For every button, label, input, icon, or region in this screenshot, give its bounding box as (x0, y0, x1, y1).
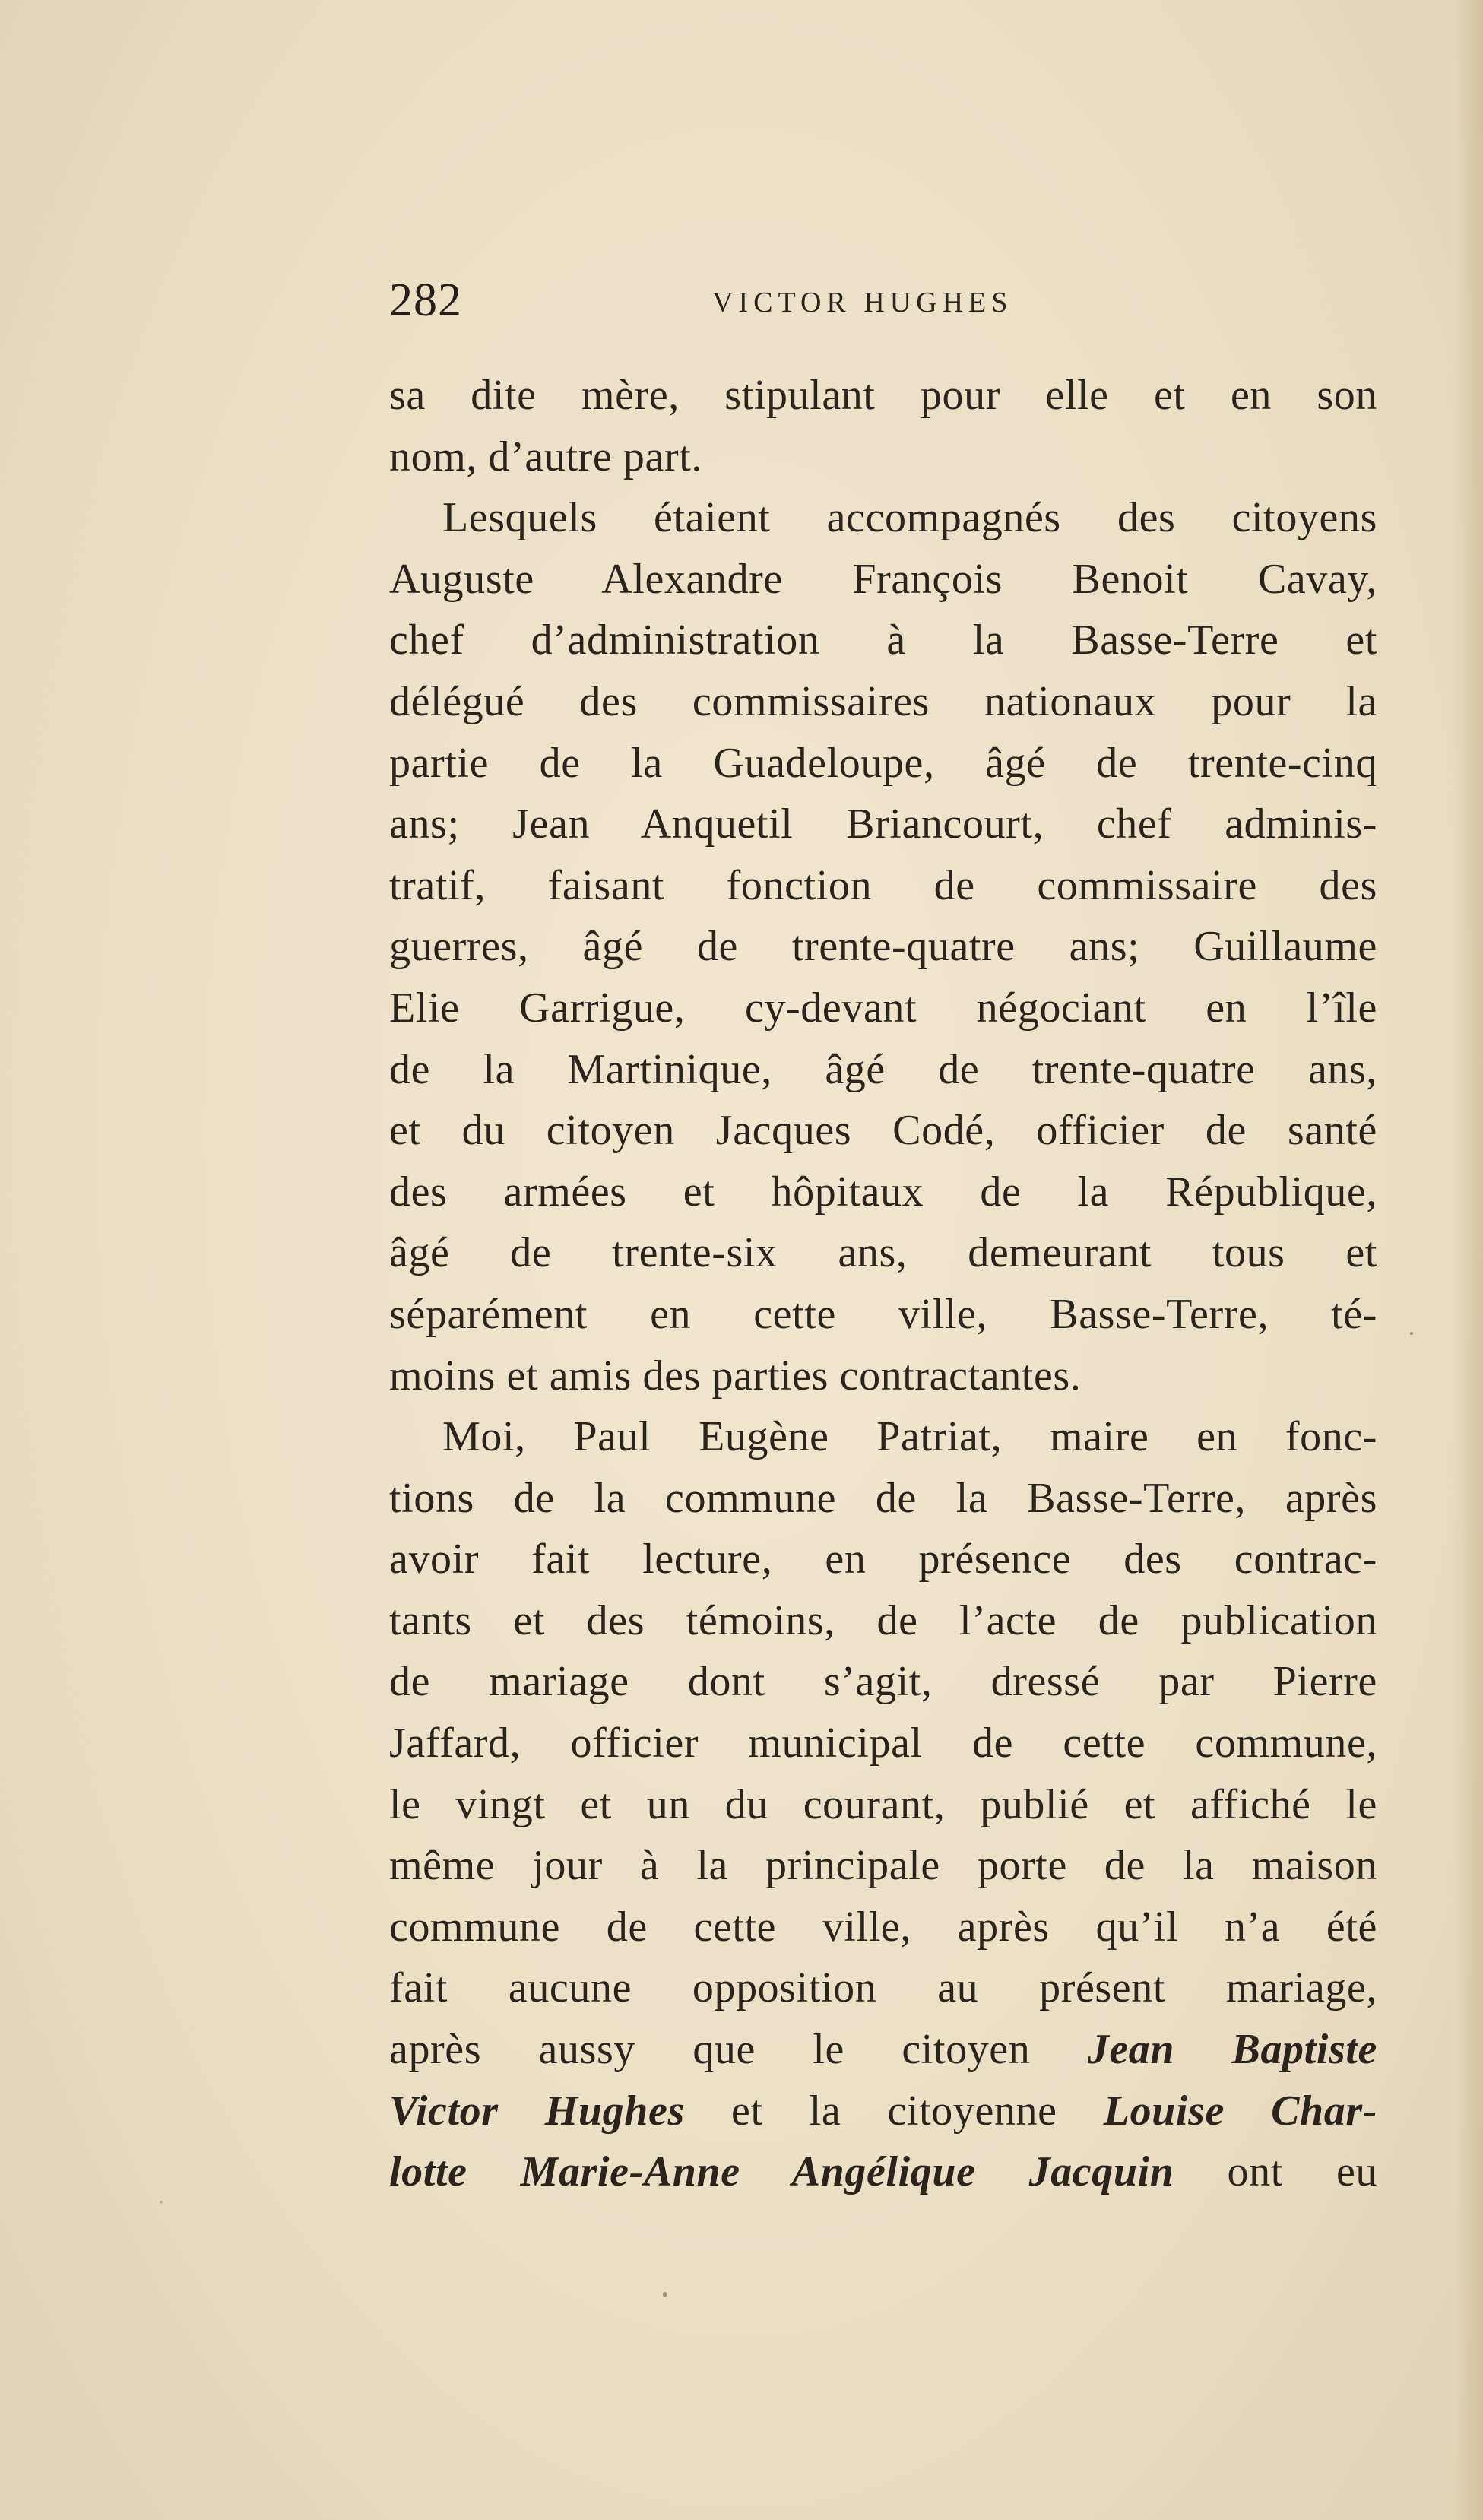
text-line (389, 2141, 1377, 2203)
text-line (389, 2019, 1377, 2081)
text-segment: et la citoyenne (684, 2087, 1104, 2135)
text-line: sa dite mère, stipulant pour elle et en son (389, 372, 1377, 419)
text-segment: après aussy que le citoyen (389, 2026, 1088, 2074)
italic-name: lotte Marie-Anne Angélique Jacquin (389, 2148, 1174, 2196)
text-line: des armées et hôpitaux de la République, (389, 1168, 1377, 1216)
text-line: même jour à la principale porte de la maison (389, 1842, 1377, 1890)
italic-name: Jean Baptiste (1087, 2026, 1377, 2074)
text-line: âgé de trente-six ans, demeurant tous et (389, 1229, 1377, 1277)
page-header (389, 270, 1377, 331)
italic-name: Victor Hughes (389, 2087, 685, 2135)
text-line: fait aucune opposition au présent mariage, (389, 1964, 1377, 2012)
paper-speck (1410, 1332, 1413, 1335)
text-line: tants et des témoins, de l’acte de publication (389, 1596, 1377, 1644)
text-line: le vingt et un du courant, publié et affiché le (389, 1780, 1377, 1828)
text-line: de mariage dont s’agit, dressé par Pierre (389, 1658, 1377, 1706)
text-line: Auguste Alexandre François Benoit Cavay, (389, 555, 1377, 603)
text-line: moins et amis des parties contractantes. (389, 1352, 1082, 1399)
text-line: guerres, âgé de trente-quatre ans; Guillaume (389, 923, 1377, 971)
text-line: commune de cette ville, après qu’il n’a été (389, 1903, 1377, 1951)
italic-name: Louise Char- (1103, 2087, 1378, 2135)
text-line: séparément en cette ville, Basse-Terre, té- (389, 1290, 1377, 1338)
text-line: Elie Garrigue, cy-devant négociant en l’île (389, 984, 1377, 1032)
text-line: tions de la commune de la Basse-Terre, après (389, 1474, 1377, 1522)
text-line (389, 2081, 1377, 2142)
text-line: ans; Jean Anquetil Briancourt, chef adminis- (389, 800, 1377, 848)
running-head: VICTOR HUGHES (712, 287, 1013, 319)
text-line: délégué des commissaires nationaux pour la (389, 677, 1377, 725)
text-line: partie de la Guadeloupe, âgé de trente-cinq (389, 739, 1377, 787)
text-segment: ont eu (1174, 2148, 1377, 2196)
page-number: 282 (389, 274, 462, 326)
paper-speck (160, 2201, 163, 2204)
text-line: de la Martinique, âgé de trente-quatre ans, (389, 1045, 1377, 1093)
text-line: chef d’administration à la Basse-Terre et (389, 617, 1377, 664)
body-text (389, 365, 1377, 2203)
text-line: et du citoyen Jacques Codé, officier de santé (389, 1107, 1377, 1155)
text-line: avoir fait lecture, en présence des contrac- (389, 1536, 1377, 1583)
text-line: Lesquels étaient accompagnés des citoyens (442, 494, 1377, 542)
text-line: tratif, faisant fonction de commissaire des (389, 861, 1377, 909)
text-line: nom, d’autre part. (389, 433, 702, 480)
page-edge-shadow (1453, 0, 1483, 2520)
text-line: Moi, Paul Eugène Patriat, maire en fonc- (442, 1413, 1377, 1461)
paper-speck (663, 2292, 667, 2297)
text-line: Jaffard, officier municipal de cette commune, (389, 1720, 1377, 1767)
